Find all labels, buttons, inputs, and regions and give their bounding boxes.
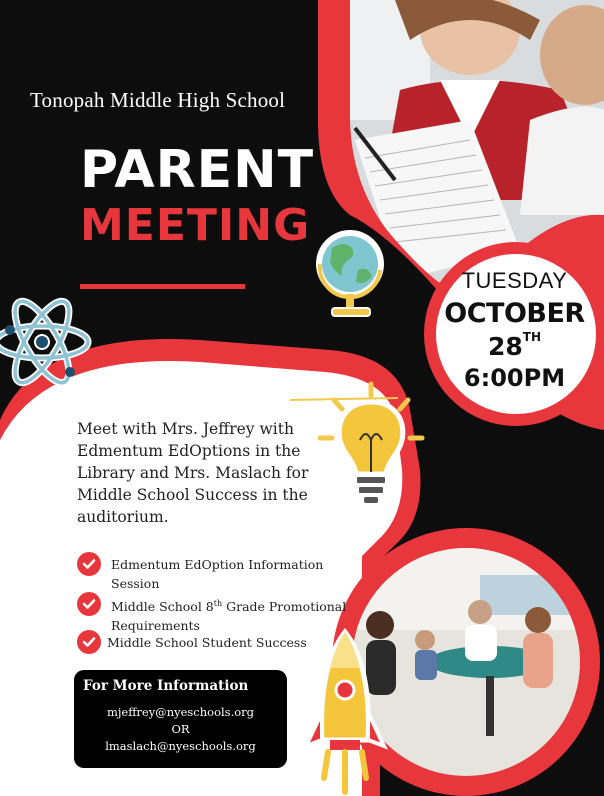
bullet-item <box>77 552 347 593</box>
atom-icon <box>0 290 100 400</box>
check-icon <box>77 630 101 654</box>
globe-icon <box>312 226 390 322</box>
date-month: OCTOBER <box>444 298 585 329</box>
date-number-value: 28 <box>487 332 523 361</box>
contact-info-box <box>74 670 287 768</box>
date-number <box>437 332 592 361</box>
bullet-item <box>77 630 347 654</box>
contact-email-jeffrey[interactable]: mjeffrey@nyeschools.org <box>106 705 255 719</box>
bullet-text: Middle School Student Success <box>107 635 307 650</box>
school-name: Tonopah Middle High School <box>30 88 286 112</box>
bullet-text: Edmentum EdOption Information Session <box>111 557 324 591</box>
title-parent: PARENT <box>80 140 315 200</box>
date-suffix: TH <box>522 330 542 344</box>
check-icon <box>77 552 101 576</box>
title-underline <box>80 284 245 289</box>
bullet-text: Middle School 8th Grade Promotional Requirements <box>111 599 347 634</box>
bullet-item <box>77 592 357 635</box>
check-icon <box>77 592 101 616</box>
contact-lines <box>74 704 287 755</box>
date-time: 6:00PM <box>463 364 566 392</box>
date-day: TUESDAY <box>461 268 568 293</box>
contact-email-maslach[interactable]: lmaslach@nyeschools.org <box>105 739 256 753</box>
contact-separator: OR <box>171 722 190 736</box>
title-meeting: MEETING <box>80 200 311 251</box>
date-badge <box>437 268 592 392</box>
meeting-description: Meet with Mrs. Jeffrey with Edmentum EdOptions in the Library and Mrs. Maslach for Middle School Success in the auditorium. <box>77 420 309 526</box>
lightbulb-icon <box>316 378 426 518</box>
contact-title: For More Information <box>83 678 249 694</box>
